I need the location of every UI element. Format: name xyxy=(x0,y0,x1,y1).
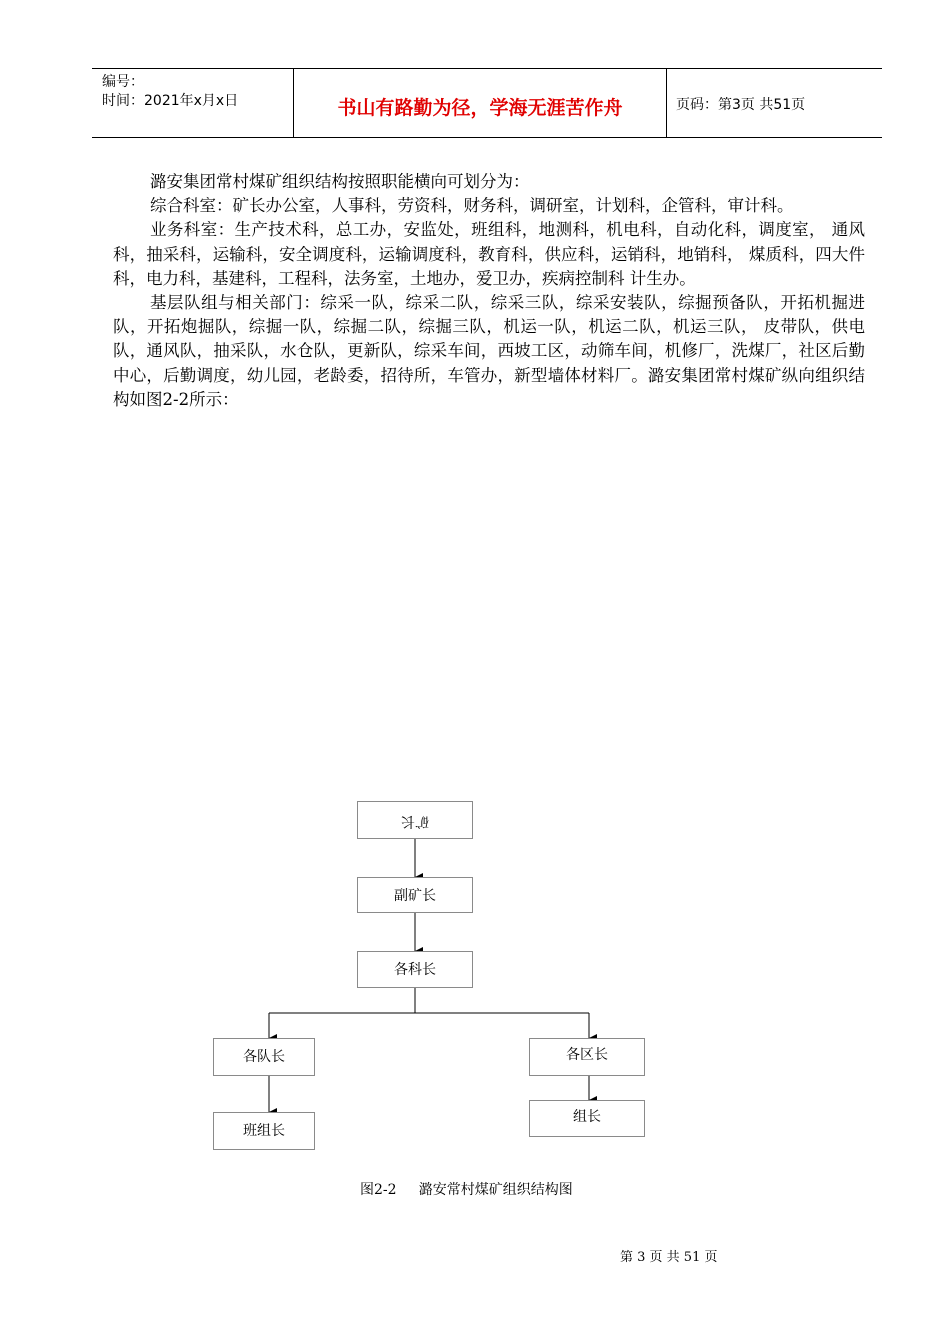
node-shift-leader: 班组长 xyxy=(213,1112,315,1150)
figure-caption: 图2-2 潞安常村煤矿组织结构图 xyxy=(360,1182,573,1198)
node-team-leaders: 各队长 xyxy=(213,1038,315,1076)
node-group-leader: 组长 xyxy=(529,1100,645,1137)
paragraph-intro: 潞安集团常村煤矿组织结构按照职能横向可划分为： xyxy=(150,172,530,191)
page-footer: 第 3 页 共 51 页 xyxy=(620,1250,718,1265)
document-time-label: 时间：2021年x月x日 xyxy=(102,93,239,109)
paragraph-general-offices: 综合科室：矿长办公室，人事科，劳资科，财务科，调研室，计划科，企管科，审计科。 xyxy=(150,196,794,216)
node-district-leaders: 各区长 xyxy=(529,1038,645,1076)
header-page-number: 页码：第3页 共51页 xyxy=(676,97,806,113)
document-number-label: 编号： xyxy=(102,74,144,90)
paragraph-grassroots-teams: 基层队组与相关部门：综采一队，综采二队，综采三队，综采安装队，综掘预备队，开拓机掘进队，开拓炮掘队，综掘一队，综掘二队，综掘三队，机运一队，机运二队，机运三队， 皮带队，供电队，通风队，抽采队，水仓队，更新队，综采车间，西坡工区，动筛车间，机修厂，洗煤厂，社区后勤中心，后勤调度，幼儿园，老龄委，招待所，车管办，新型墙体材料厂。潞安集团常村煤矿纵向组织结构如图2-2所示： xyxy=(113,293,865,409)
node-deputy-director: 副矿长 xyxy=(357,877,473,913)
paragraph-business-offices: 业务科室：生产技术科，总工办，安监处，班组科，地测科，机电科，自动化科，调度室， 通风科，抽采科，运输科，安全调度科，运输调度科，教育科，供应科，运销科，地销科， 煤质科，四大件科，电力科，基建科，工程科，法务室，土地办，爱卫办，疾病控制科 计生办。 xyxy=(113,220,865,288)
header-motto: 书山有路勤为径，学海无涯苦作舟 xyxy=(337,97,623,119)
node-section-chiefs: 各科长 xyxy=(357,951,473,988)
node-label: 矿长 xyxy=(401,813,429,829)
node-mine-director xyxy=(357,801,473,839)
